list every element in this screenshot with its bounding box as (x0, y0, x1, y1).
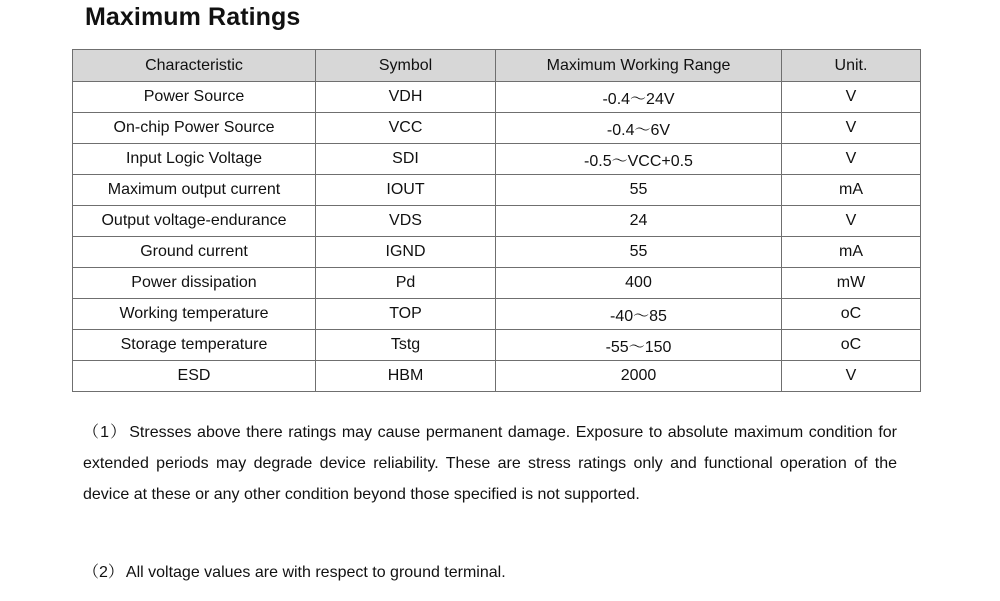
characteristic-cell: Ground current (73, 237, 316, 268)
unit-cell: mA (782, 175, 921, 206)
symbol-cell: VDH (316, 82, 496, 113)
symbol-cell: TOP (316, 299, 496, 330)
range-cell: 55 (496, 175, 782, 206)
range-cell: 2000 (496, 361, 782, 392)
unit-cell: oC (782, 330, 921, 361)
table-row (73, 175, 921, 206)
table-row (73, 299, 921, 330)
characteristic-cell: Power Source (73, 82, 316, 113)
range-cell: -0.4～24V (496, 82, 782, 113)
table-row (73, 113, 921, 144)
unit-cell: V (782, 113, 921, 144)
table-row (73, 144, 921, 175)
symbol-cell: Tstg (316, 330, 496, 361)
footnote-2-text: All voltage values are with respect to ground terminal. (125, 564, 506, 581)
column-header-characteristic: Characteristic (73, 50, 316, 82)
characteristic-cell: Working temperature (73, 299, 316, 330)
unit-cell: mW (782, 268, 921, 299)
maximum-ratings-table (72, 49, 921, 392)
symbol-cell: VDS (316, 206, 496, 237)
page-title: Maximum Ratings (85, 3, 301, 31)
range-cell: -0.5～VCC+0.5 (496, 144, 782, 175)
unit-cell: oC (782, 299, 921, 330)
characteristic-cell: On-chip Power Source (73, 113, 316, 144)
table-row (73, 82, 921, 113)
characteristic-cell: Output voltage-endurance (73, 206, 316, 237)
footnote-1-number: （1） (83, 424, 128, 441)
range-cell: -0.4～6V (496, 113, 782, 144)
characteristic-cell: Power dissipation (73, 268, 316, 299)
symbol-cell: HBM (316, 361, 496, 392)
range-cell: -55～150 (496, 330, 782, 361)
symbol-cell: IGND (316, 237, 496, 268)
table-row (73, 361, 921, 392)
table-row (73, 206, 921, 237)
symbol-cell: IOUT (316, 175, 496, 206)
column-header-range: Maximum Working Range (496, 50, 782, 82)
column-header-symbol: Symbol (316, 50, 496, 82)
table-row (73, 237, 921, 268)
characteristic-cell: Input Logic Voltage (73, 144, 316, 175)
symbol-cell: VCC (316, 113, 496, 144)
unit-cell: V (782, 206, 921, 237)
footnote-2-number: （2） (83, 564, 124, 581)
unit-cell: V (782, 144, 921, 175)
footnote-1-text: Stresses above there ratings may cause permanent damage. Exposure to absolute maximum condition for extended periods may degrade device reliability. These are stress ratings only and functional operation of the device at these or any other condition beyond those specified is not supported. (83, 424, 898, 503)
table-row (73, 330, 921, 361)
range-cell: 55 (496, 237, 782, 268)
unit-cell: mA (782, 237, 921, 268)
footnote-1 (83, 417, 897, 510)
footnote-2 (83, 557, 897, 588)
characteristic-cell: Maximum output current (73, 175, 316, 206)
symbol-cell: SDI (316, 144, 496, 175)
column-header-unit: Unit. (782, 50, 921, 82)
characteristic-cell: ESD (73, 361, 316, 392)
table-row (73, 268, 921, 299)
range-cell: 400 (496, 268, 782, 299)
characteristic-cell: Storage temperature (73, 330, 316, 361)
symbol-cell: Pd (316, 268, 496, 299)
unit-cell: V (782, 361, 921, 392)
unit-cell: V (782, 82, 921, 113)
table-header-row (73, 50, 921, 82)
range-cell: 24 (496, 206, 782, 237)
range-cell: -40～85 (496, 299, 782, 330)
